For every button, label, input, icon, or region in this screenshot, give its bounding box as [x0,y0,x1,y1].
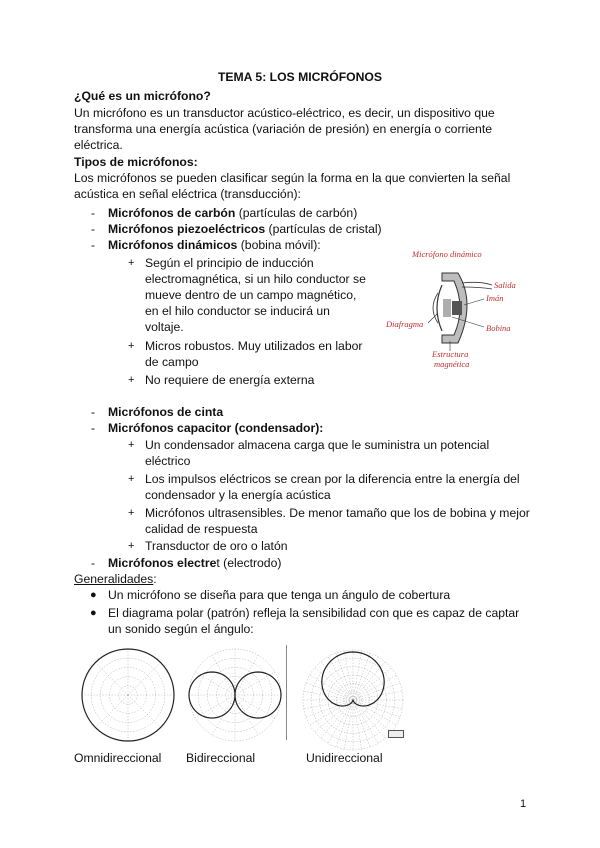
caption-bi: Bidireccional [186,751,256,765]
label-magnetica: magnética [434,359,470,369]
label-bobina: Bobina [486,323,511,333]
sub-item-line: en el hilo conductor se inducirá un [145,304,330,318]
sub-item-line: Transductor de oro o latón [145,539,288,553]
bullet-line: Un micrófono se diseña para que tenga un ángulo de cobertura [108,588,451,602]
caption-uni: Unidireccional [306,751,383,765]
text-line: eléctrica. [74,138,123,152]
page-title: TEMA 5: LOS MICRÓFONOS [217,70,383,84]
polar-omnidirectional [78,645,178,745]
dash-bullet: - [91,206,96,220]
dash-bullet: - [91,222,96,236]
text-line: transforma una energía acústica (variación de presión) en energía o corriente [74,122,492,136]
sub-item-line: No requiere de energía externa [145,373,315,387]
grid-spoke [306,683,353,700]
sub-item-line: electromagnética, si un hilo conductor se [145,272,366,286]
item-rest: t (electrodo) [216,556,282,570]
plus-bullet: + [128,439,135,451]
list-item-cinta: Micrófonos de cinta [108,405,224,419]
plus-bullet: + [128,473,135,485]
sub-item-line: Según el principio de inducción [145,256,314,270]
sub-item-line: eléctrico [145,454,191,468]
plus-bullet: + [128,257,135,269]
item-bold: Micrófonos electre [108,556,217,570]
generalidades-colon: : [153,572,157,586]
dash-bullet: - [91,238,96,252]
text-line: Un micrófono es un transductor acústico-eléctrico, es decir, un dispositivo que [74,106,495,120]
sub-item-line: calidad de respuesta [145,522,258,536]
list-item-electret [108,555,281,571]
grid-spoke [353,683,400,700]
sub-item-line: condensador y la energía acústica [145,488,331,502]
output-wire [462,282,492,285]
grid-spoke [353,653,370,700]
sub-item-line: voltaje. [145,320,184,334]
generalidades-label: Generalidades [74,572,154,586]
sub-item-line: de campo [145,355,199,369]
page-number: 1 [520,798,527,810]
item-bold: Micrófonos piezoeléctricos [108,222,266,236]
grid-spoke [353,700,385,738]
item-rest: (partículas de cristal) [265,222,382,236]
dash-bullet: - [91,421,96,435]
output-wire [462,287,492,289]
label-salida: Salida [494,280,516,290]
grid-spoke [195,672,235,695]
grid-spoke [344,700,353,749]
plus-bullet: + [128,340,135,352]
list-item-dinamico [108,237,321,253]
diagram-title: Micrófono dinámico [412,249,482,259]
dot-bullet: ● [90,589,97,601]
label-estructura: Estructura [432,349,469,359]
grid-spoke [353,651,362,700]
divider [286,645,287,740]
grid-spoke [95,662,128,695]
dynamic-microphone-diagram [380,243,520,373]
leader-line [428,313,438,323]
grid-spoke [353,700,370,747]
grid-spoke [235,695,275,718]
polar-bidirectional [185,645,285,745]
label-iman: Imán [486,293,504,303]
grid-spoke [128,662,161,695]
text-line: acústica en señal eléctrica (transducción): [74,187,301,201]
list-item-capacitor: Micrófonos capacitor (condensador): [108,421,324,435]
plus-bullet: + [128,374,135,386]
item-rest: (partículas de carbón) [235,206,358,220]
sub-item-line: Micros robustos. Muy utilizados en labor [145,339,363,353]
polar-unidirectional [298,645,408,755]
grid-spoke [95,695,128,728]
grid-spoke [336,653,353,700]
label-diafragma: Diafragma [386,319,424,329]
dot-bullet: ● [90,607,97,619]
grid-spoke [336,700,353,747]
sub-item-line: mueve dentro de un campo magnético, [145,288,357,302]
plus-bullet: + [128,540,135,552]
sub-item-line: Los impulsos eléctricos se crean por la diferencia entre la energía del [145,472,520,486]
grid-spoke [353,700,362,749]
list-item-piezo [108,221,382,237]
dash-bullet: - [91,405,96,419]
bullet-line: El diagrama polar (patrón) refleja la sensibilidad con que es capaz de captar [108,606,520,620]
caption-omni: Omnidireccional [74,751,162,765]
grid-spoke [353,700,402,709]
grid-spoke [128,695,161,728]
grid-spoke [353,700,400,717]
list-item-carbon [108,205,357,221]
diaphragm-shape [437,285,442,331]
leader-line [452,317,484,327]
grid-spoke [304,700,353,709]
legend-box [388,730,404,738]
grid-spoke [344,651,353,700]
item-bold: Micrófonos dinámicos [108,238,238,252]
dash-bullet: - [91,556,96,570]
bullet-line: un sonido según el ángulo: [108,622,254,636]
grid-spoke [195,695,235,718]
section-heading-types: Tipos de micrófonos: [74,155,198,169]
generalidades-heading [74,571,157,587]
magnet-shape [452,301,462,315]
item-bold: Micrófonos de carbón [108,206,236,220]
sub-item-line: Un condensador almacena carga que le suministra un potencial [145,438,490,452]
section-heading-what: ¿Qué es un micrófono? [74,89,211,103]
text-line: Los micrófonos se pueden clasificar según la forma en la que convierten la señal [74,171,511,185]
grid-spoke [306,700,353,717]
coil-shape [444,299,450,317]
item-rest: (bobina móvil): [237,238,321,252]
grid-spoke [235,672,275,695]
plus-bullet: + [128,507,135,519]
sub-item-line: Micrófonos ultrasensibles. De menor tamaño que los de bobina y mejor [145,506,530,520]
